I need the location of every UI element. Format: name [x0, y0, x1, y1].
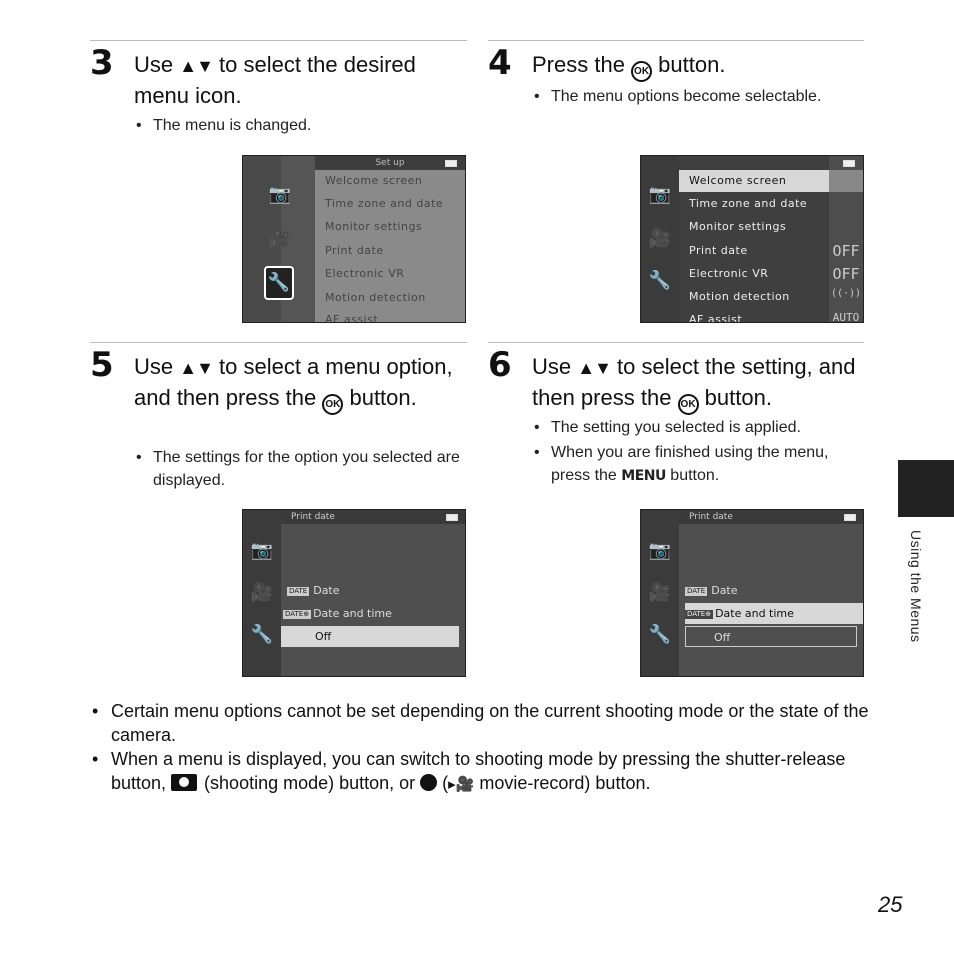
shooting-mode-camera-icon	[171, 774, 197, 791]
step3-number: 3	[90, 43, 114, 83]
menu-item: Electronic VR	[689, 267, 769, 280]
menu-item: AF assist	[325, 313, 379, 323]
menu-item: Motion detection	[325, 291, 426, 304]
camera-screen-setup-menu	[242, 155, 466, 323]
battery-icon	[445, 160, 457, 167]
list-item: • When you are finished using the menu, press the MENU button.	[534, 441, 864, 488]
section-label: Using the Menus	[908, 530, 924, 643]
menu-item: Time zone and date	[325, 197, 444, 210]
battery-icon	[844, 514, 856, 521]
date-time-icon: DATE⊕	[687, 610, 712, 618]
motion-detection-icon: ((·))	[830, 288, 862, 299]
menu-item-selected: Welcome screen	[679, 170, 829, 192]
menu-button-icon: MENU	[621, 468, 666, 484]
notes-list	[92, 699, 872, 797]
value-text: AUTO	[832, 311, 860, 323]
camera-icon: 📷	[648, 184, 672, 205]
movie-icon: 🎥	[268, 228, 292, 249]
step5-bullets	[136, 446, 466, 492]
menu-item: Monitor settings	[689, 220, 787, 233]
step3-bullets	[136, 114, 456, 137]
date-icon: DATE	[687, 587, 706, 595]
option-row-selected: Off	[281, 626, 459, 647]
print-date-options	[281, 524, 466, 677]
camera-icon: 📷	[268, 184, 292, 205]
movie-record-icon: ▸🎥	[448, 776, 475, 793]
step4-rule	[488, 40, 864, 41]
step5-rule	[90, 342, 467, 343]
list-item: • When a menu is displayed, you can switch to shooting mode by pressing the shutter-release button, (shooting mode) button, or (▸🎥 movie-record) button.	[92, 747, 872, 797]
menu-item: AF assist	[689, 313, 743, 323]
movie-icon: 🎥	[648, 582, 672, 603]
wrench-icon: 🔧	[648, 270, 672, 291]
ok-button-icon: OK	[322, 394, 343, 415]
menu-item: Print date	[325, 244, 384, 257]
options-menu-list	[679, 156, 829, 323]
option-row: DATE Date	[289, 584, 340, 597]
step5-number: 5	[90, 345, 114, 385]
section-tab	[898, 460, 954, 517]
record-dot-icon	[420, 774, 437, 791]
movie-icon: 🎥	[648, 228, 672, 249]
date-time-icon: DATE⊕	[285, 610, 310, 618]
setup-menu-list	[315, 156, 465, 323]
ok-button-icon: OK	[631, 61, 652, 82]
menu-item: Monitor settings	[325, 220, 423, 233]
up-down-arrows-icon: ▲▼	[577, 358, 611, 378]
list-item: • The menu is changed.	[136, 114, 456, 137]
option-row: DATE Date	[687, 584, 738, 597]
wrench-icon: 🔧	[648, 624, 672, 645]
option-row-selected: DATE⊕ Date and time	[685, 603, 863, 624]
wrench-icon: 🔧	[250, 624, 274, 645]
step5-title: Use ▲▼ to select a menu option, and then press the OK button.	[134, 352, 454, 415]
print-date-options	[679, 524, 864, 677]
battery-icon	[446, 514, 458, 521]
list-item: • The settings for the option you selected are displayed.	[136, 446, 466, 492]
list-item: • The setting you selected is applied.	[534, 416, 864, 439]
list-item: • The menu options become selectable.	[534, 85, 854, 108]
step3-title: Use ▲▼ to select the desired menu icon.	[134, 52, 416, 108]
battery-icon	[843, 160, 855, 167]
menu-header: Set up	[315, 156, 465, 170]
values-column	[829, 156, 863, 323]
value-text: OFF	[832, 265, 860, 283]
value-highlight	[829, 170, 863, 192]
ok-button-icon: OK	[678, 394, 699, 415]
page-number: 25	[878, 892, 903, 917]
step6-rule	[488, 342, 864, 343]
camera-icon: 📷	[648, 540, 672, 561]
camera-icon: 📷	[250, 540, 274, 561]
list-item: • Certain menu options cannot be set depending on the current shooting mode or the state of the camera.	[92, 699, 872, 747]
camera-screen-print-date-a	[242, 509, 466, 677]
menu-item: Print date	[689, 244, 748, 257]
menu-item: Electronic VR	[325, 267, 405, 280]
step6-title: Use ▲▼ to select the setting, and then press the OK button.	[532, 352, 862, 415]
up-down-arrows-icon: ▲▼	[179, 56, 213, 76]
submenu-header: Print date	[281, 510, 466, 524]
step6-number: 6	[488, 345, 512, 385]
date-icon: DATE	[289, 587, 308, 595]
camera-screen-print-date-b	[640, 509, 864, 677]
value-text: OFF	[832, 242, 860, 260]
menu-item: Welcome screen	[325, 174, 423, 187]
menu-item: Time zone and date	[689, 197, 808, 210]
step4-bullets	[534, 85, 854, 108]
camera-screen-menu-options	[640, 155, 864, 323]
setup-wrench-icon: 🔧	[264, 266, 294, 300]
movie-icon: 🎥	[250, 582, 274, 603]
step4-title: Press the OK button.	[532, 50, 862, 82]
menu-item: Motion detection	[689, 290, 790, 303]
up-down-arrows-icon: ▲▼	[179, 358, 213, 378]
step6-bullets	[534, 416, 864, 488]
submenu-header: Print date	[679, 510, 864, 524]
step3-rule	[90, 40, 467, 41]
option-row: DATE⊕ Date and time	[285, 607, 392, 620]
option-row-current: Off	[685, 626, 857, 647]
step4-number: 4	[488, 43, 512, 83]
